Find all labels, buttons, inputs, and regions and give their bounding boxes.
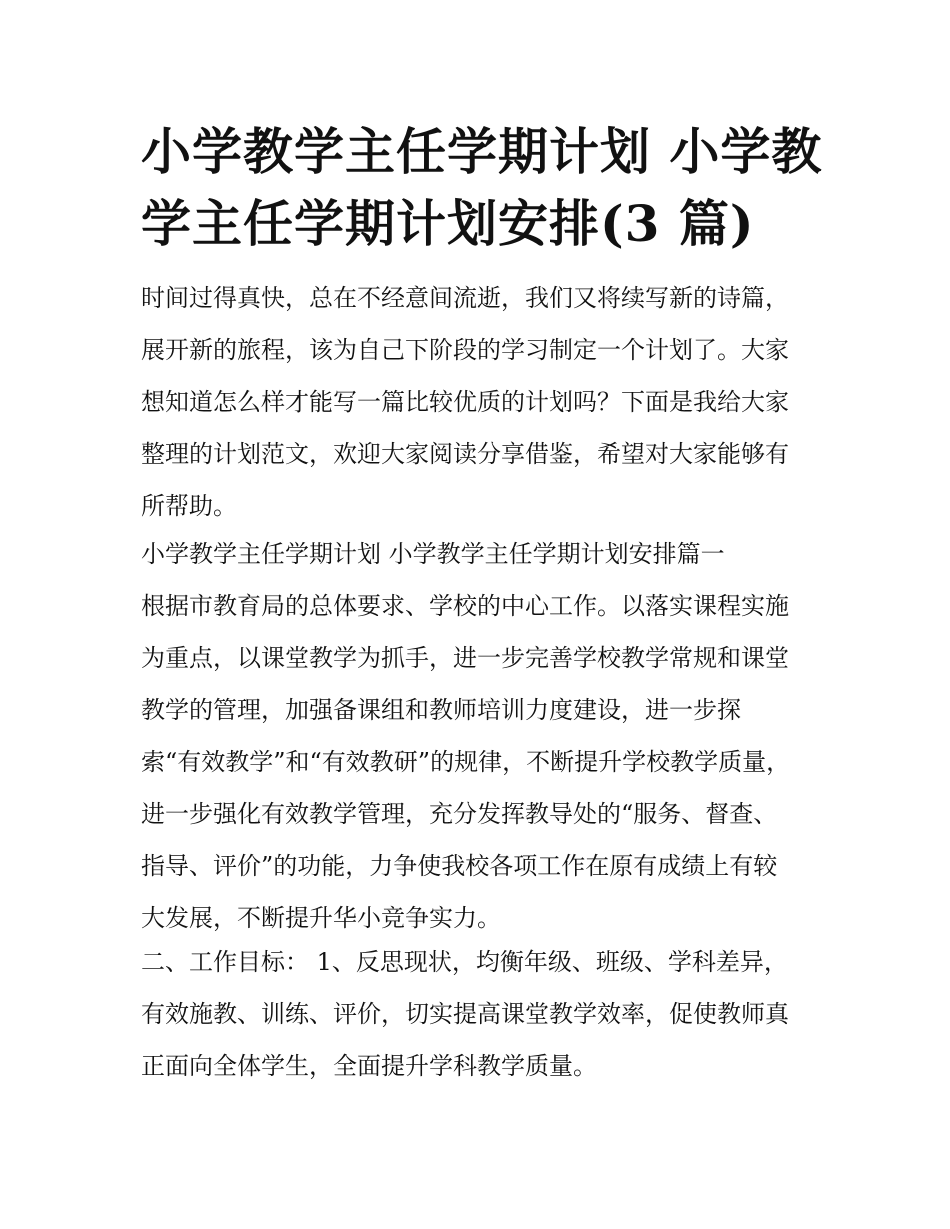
paragraph-line: 索“有效教学”和“有效教研”的规律，不断提升学校教学质量， xyxy=(141,748,791,776)
title-line: 小学教学主任学期计划 小学教 xyxy=(141,122,823,181)
paragraph-line: 教学的管理，加强备课组和教师培训力度建设，进一步探 xyxy=(141,696,741,724)
intro-line: 所帮助。 xyxy=(141,492,237,520)
paragraph-line: 根据市教育局的总体要求、学校的中心工作。以落实课程实施 xyxy=(141,592,789,620)
section-heading xyxy=(141,528,821,580)
paragraph-line: 有效施教、训练、评价，切实提高课堂教学效率，促使教师真 xyxy=(141,1000,789,1028)
intro-line: 时间过得真快，总在不经意间流逝，我们又将续写新的诗篇， xyxy=(141,284,789,312)
paragraph-line: 二、工作目标： 1、反思现状，均衡年级、班级、学科差异， xyxy=(141,948,788,976)
paragraph-1 xyxy=(141,580,821,944)
paragraph-line: 正面向全体学生，全面提升学科教学质量。 xyxy=(141,1052,597,1080)
paragraph-line: 进一步强化有效教学管理，充分发挥教导处的“服务、督查、 xyxy=(141,800,778,828)
paragraph-line: 为重点，以课堂教学为抓手，进一步完善学校教学常规和课堂 xyxy=(141,644,789,672)
paragraph-line: 大发展，不断提升华小竞争实力。 xyxy=(141,904,501,932)
intro-line: 想知道怎么样才能写一篇比较优质的计划吗？下面是我给大家 xyxy=(141,388,789,416)
title-line: 学主任学期计划安排(3 篇) xyxy=(141,194,755,253)
section-heading-text: 小学教学主任学期计划 小学教学主任学期计划安排篇一 xyxy=(141,540,725,568)
paragraph-2 xyxy=(141,936,821,1092)
intro-line: 展开新的旅程，该为自己下阶段的学习制定一个计划了。大家 xyxy=(141,336,789,364)
document-title xyxy=(141,116,821,260)
intro-line: 整理的计划范文，欢迎大家阅读分享借鉴，希望对大家能够有 xyxy=(141,440,789,468)
paragraph-line: 指导、评价”的功能，力争使我校各项工作在原有成绩上有较 xyxy=(141,852,778,880)
intro-paragraph xyxy=(141,272,821,532)
